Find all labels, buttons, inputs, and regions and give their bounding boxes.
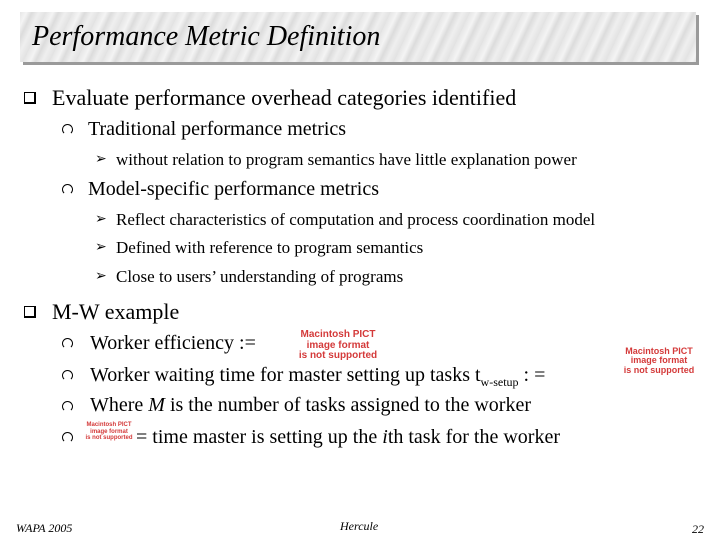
bullet-without-relation: without relation to program semantics have little explanation power <box>116 150 577 169</box>
arrow-bullet-icon: ➢ <box>95 240 107 255</box>
footer-conference: WAPA 2005 <box>16 521 73 535</box>
arrow-bullet-icon: ➢ <box>95 269 107 284</box>
circle-bullet-icon <box>62 432 73 443</box>
unsupported-image-ti: Macintosh PICT image format is not supported <box>84 422 134 444</box>
page-number: 22 <box>692 522 704 536</box>
bullet-mw-example: M-W example <box>52 299 180 324</box>
circle-bullet-icon <box>62 370 73 381</box>
circle-bullet-icon <box>62 401 73 412</box>
square-bullet-icon <box>24 92 36 104</box>
footer-author: Hercule <box>340 519 379 533</box>
circle-bullet-icon <box>62 338 73 349</box>
bullet-reflect: Reflect characteristics of computation and process coordination model <box>116 210 596 229</box>
circle-bullet-icon <box>62 124 73 135</box>
slide-title: Performance Metric Definition <box>32 21 381 52</box>
circle-bullet-icon <box>62 184 73 195</box>
title-bar <box>20 12 696 62</box>
bullet-model-specific: Model-specific performance metrics <box>88 178 379 200</box>
bullet-close: Close to users’ understanding of programs <box>116 267 404 286</box>
arrow-bullet-icon: ➢ <box>95 212 107 227</box>
unsupported-image-waiting: Macintosh PICT image format is not supported <box>620 347 698 383</box>
bullet-where-m: Where M is the number of tasks assigned to the worker <box>90 394 532 416</box>
bullet-time-master: = time master is setting up the ith task for the worker <box>136 426 560 448</box>
bullet-worker-efficiency: Worker efficiency := <box>90 332 256 354</box>
square-bullet-icon <box>24 306 36 318</box>
bullet-defined: Defined with reference to program semantics <box>116 238 424 257</box>
bullet-evaluate: Evaluate performance overhead categories identified <box>52 85 517 110</box>
bullet-worker-waiting: Worker waiting time for master setting up tasks $t_{w-setup}$ : = <box>90 364 546 389</box>
arrow-bullet-icon: ➢ <box>95 152 107 167</box>
unsupported-image-efficiency: Macintosh PICT image format is not supported <box>280 330 396 352</box>
bullet-traditional: Traditional performance metrics <box>88 118 347 140</box>
